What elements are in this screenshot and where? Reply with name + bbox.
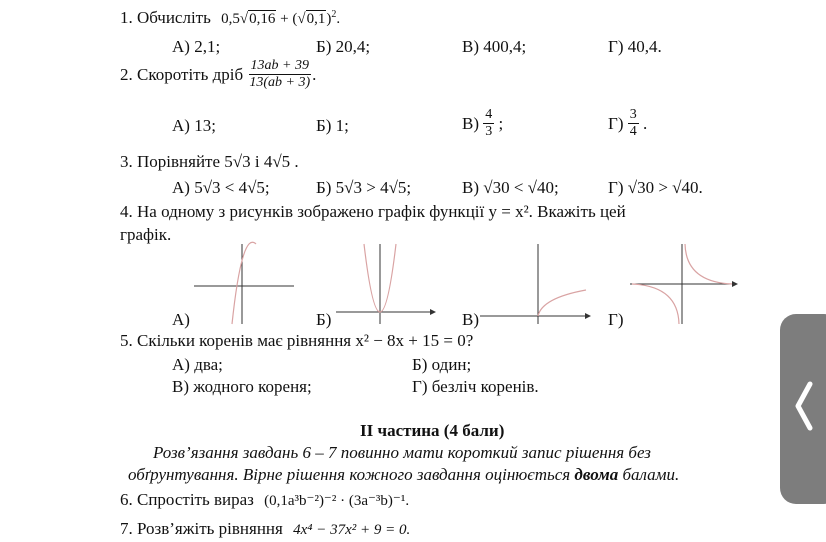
q2-text: Скоротіть дріб: [137, 64, 244, 84]
q3-answer-d: Г) √30 > √40.: [608, 178, 703, 197]
graph-a-label: А): [172, 310, 190, 329]
graph-c: [480, 240, 595, 326]
graph-c-label: В): [462, 310, 479, 329]
graph-d-label: Г): [608, 310, 624, 329]
q5-answer-a: А) два;: [172, 355, 223, 374]
q1-line: [120, 8, 340, 28]
q2-number: 2.: [120, 64, 133, 84]
q2-line: 2. Скоротіть дріб $\frac{13ab + 39}{13(ab + 3)}$ .: [120, 58, 317, 90]
part2-instr-line1: Розв’язання завдань 6 – 7 повинно мати короткий запис рішення без: [153, 443, 651, 462]
q2-fraction: $\frac{13ab + 39}{13(ab + 3)}$: [249, 58, 311, 90]
q1-text: Обчисліть: [137, 8, 211, 27]
q1-expression: $0,5√0,16 + (√0,1)^2$.: [221, 9, 341, 27]
q2-answer-a: А) 13;: [172, 116, 216, 135]
q2-answer-c: В) $\frac{4}{3}$ ;: [462, 107, 504, 139]
q3-line: [120, 152, 299, 172]
q5-line: 5. Скільки коренів має рівняння x² − 8x + 15 = 0?: [120, 331, 474, 350]
q7-expression: 4x⁴ − 37x² + 9 = 0.: [293, 522, 411, 538]
q1-answer-a: А) 2,1;: [172, 37, 221, 56]
q7-line: [120, 519, 410, 539]
part2-instr-line2: обґрунтування. Вірне рішення кожного завдання оцінюється двома балами.: [128, 465, 680, 484]
q1-answer-d: Г) 40,4.: [608, 37, 662, 56]
q3-answer-c: В) √30 < √40;: [462, 178, 559, 197]
graph-a: [190, 240, 300, 326]
q6-line: [120, 490, 409, 510]
q6-expression: (0,1a³b⁻²)⁻² · (3a⁻³b)⁻¹.: [264, 493, 410, 509]
q5-answer-b: Б) один;: [412, 355, 472, 374]
part2-title: ІІ частина (4 бали): [360, 421, 505, 440]
part2-instr-bold: двома: [574, 465, 619, 484]
q5-answer-d: Г) безліч коренів.: [412, 377, 539, 396]
graph-b: [330, 240, 440, 326]
q7-text: 7. Розв’яжіть рівняння: [120, 519, 283, 538]
q4-line2: графік.: [120, 225, 172, 244]
q1-answer-c: В) 400,4;: [462, 37, 527, 56]
q6-text: 6. Спростіть вираз: [120, 490, 254, 509]
side-back-tab[interactable]: [780, 314, 826, 504]
q2-answer-d: Г) $\frac{3}{4}$ .: [608, 107, 648, 139]
q1-answer-b: Б) 20,4;: [316, 37, 371, 56]
q3-text: Порівняйте 5√3 і 4√5 .: [137, 152, 299, 171]
q5-answer-c: В) жодного кореня;: [172, 377, 312, 396]
q4-line1: 4. На одному з рисунків зображено графік функції y = x². Вкажіть цей: [120, 202, 626, 221]
q3-answer-a: А) 5√3 < 4√5;: [172, 178, 270, 197]
q3-answer-b: Б) 5√3 > 4√5;: [316, 178, 412, 197]
q1-number: 1.: [120, 8, 133, 27]
chevron-left-icon[interactable]: [788, 376, 818, 436]
q2-answer-b: Б) 1;: [316, 116, 349, 135]
graph-d: [628, 242, 740, 326]
graph-b-label: Б): [316, 310, 332, 329]
q3-number: 3.: [120, 152, 133, 171]
